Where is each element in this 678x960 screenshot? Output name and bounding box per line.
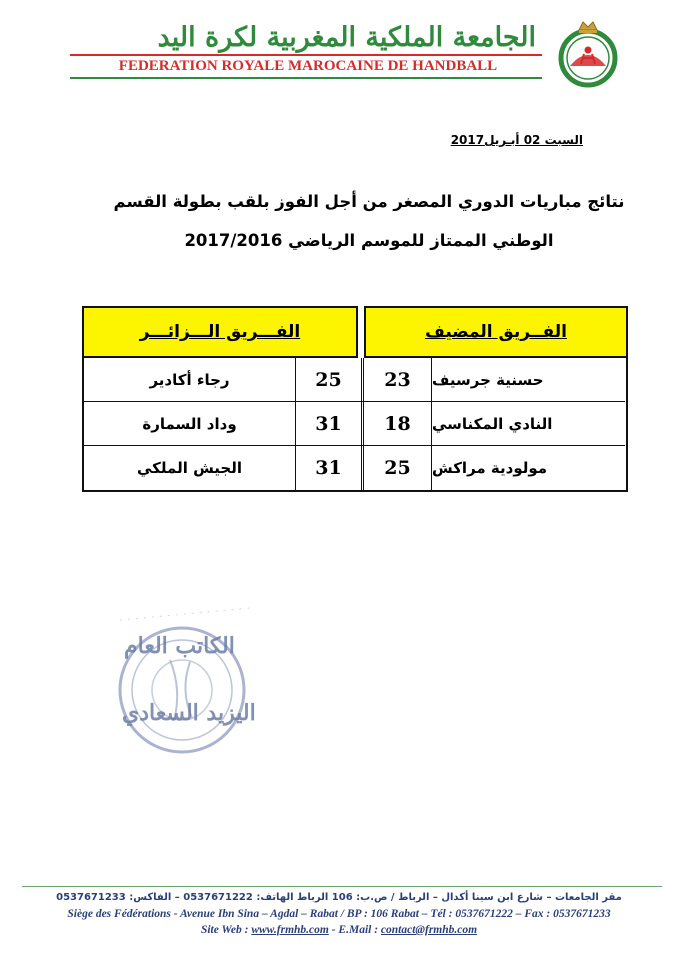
- document-title-line2: الوطني الممتاز للموسم الرياضي 2017/2016: [184, 231, 554, 250]
- visitor-team-cell: رجاء أكادير: [84, 358, 296, 401]
- host-score-cell: 25: [364, 446, 432, 490]
- host-score-cell: 18: [364, 402, 432, 445]
- footer-address-arabic: مقر الجامعات – شارع ابن سينا أكدال – الرباط / ص.ب: 106 الرباط الهاتف: 0537671222 – الفاكس: 0537671233: [56, 892, 622, 903]
- header-divider-green: [70, 77, 542, 79]
- header-divider-red: [70, 54, 542, 56]
- host-team-cell: حسنية جرسيف: [432, 370, 544, 389]
- host-team-cell: النادي المكناسي: [432, 414, 553, 433]
- results-rows: [82, 358, 628, 492]
- footer-address-french: Siège des Fédérations - Avenue Ibn Sina – Agdal – Rabat / BP : 106 Rabat – Tél : 0537671222 – Fax : 0537671233: [67, 908, 611, 920]
- results-table: [82, 306, 628, 492]
- table-row: [84, 402, 625, 446]
- visitor-score-cell: 31: [296, 446, 364, 490]
- visitor-team-cell: الجيش الملكي: [84, 446, 296, 490]
- footer-divider: [22, 886, 662, 887]
- site-label: Site Web :: [200, 924, 249, 936]
- federation-name-arabic: الجامعة الملكية المغربية لكرة اليد: [157, 22, 536, 53]
- table-row: [84, 358, 625, 402]
- host-team-header: الفــريق المضيف: [364, 306, 628, 358]
- visitor-score-cell: 31: [296, 402, 364, 445]
- host-team-cell: مولودية مراكش: [432, 459, 548, 477]
- federation-logo-icon: [548, 14, 628, 90]
- signature-name: اليزيد السعادي: [122, 700, 256, 726]
- signature-title: الكاتب العام: [124, 633, 235, 659]
- visitor-team-header: الفـــريق الـــزائـــر: [82, 306, 358, 358]
- email-link[interactable]: contact@frmhb.com: [380, 924, 478, 936]
- table-row: [84, 446, 625, 490]
- website-link[interactable]: www.frmhb.com: [251, 924, 329, 936]
- federation-name-french: FEDERATION ROYALE MAROCAINE DE HANDBALL: [118, 58, 498, 74]
- host-score-cell: 23: [364, 358, 432, 401]
- visitor-score-cell: 25: [296, 358, 364, 401]
- document-date: السبت 02 أبـريل2017: [450, 133, 583, 147]
- official-stamp-icon: [100, 590, 270, 780]
- visitor-team-cell: وداد السمارة: [84, 402, 296, 445]
- mail-label: - E.Mail :: [331, 924, 379, 936]
- document-title-line1: نتائج مباريات الدوري المصغر من أجل الفوز بلقب بطولة القسم: [113, 192, 625, 211]
- footer-contact: [0, 924, 678, 936]
